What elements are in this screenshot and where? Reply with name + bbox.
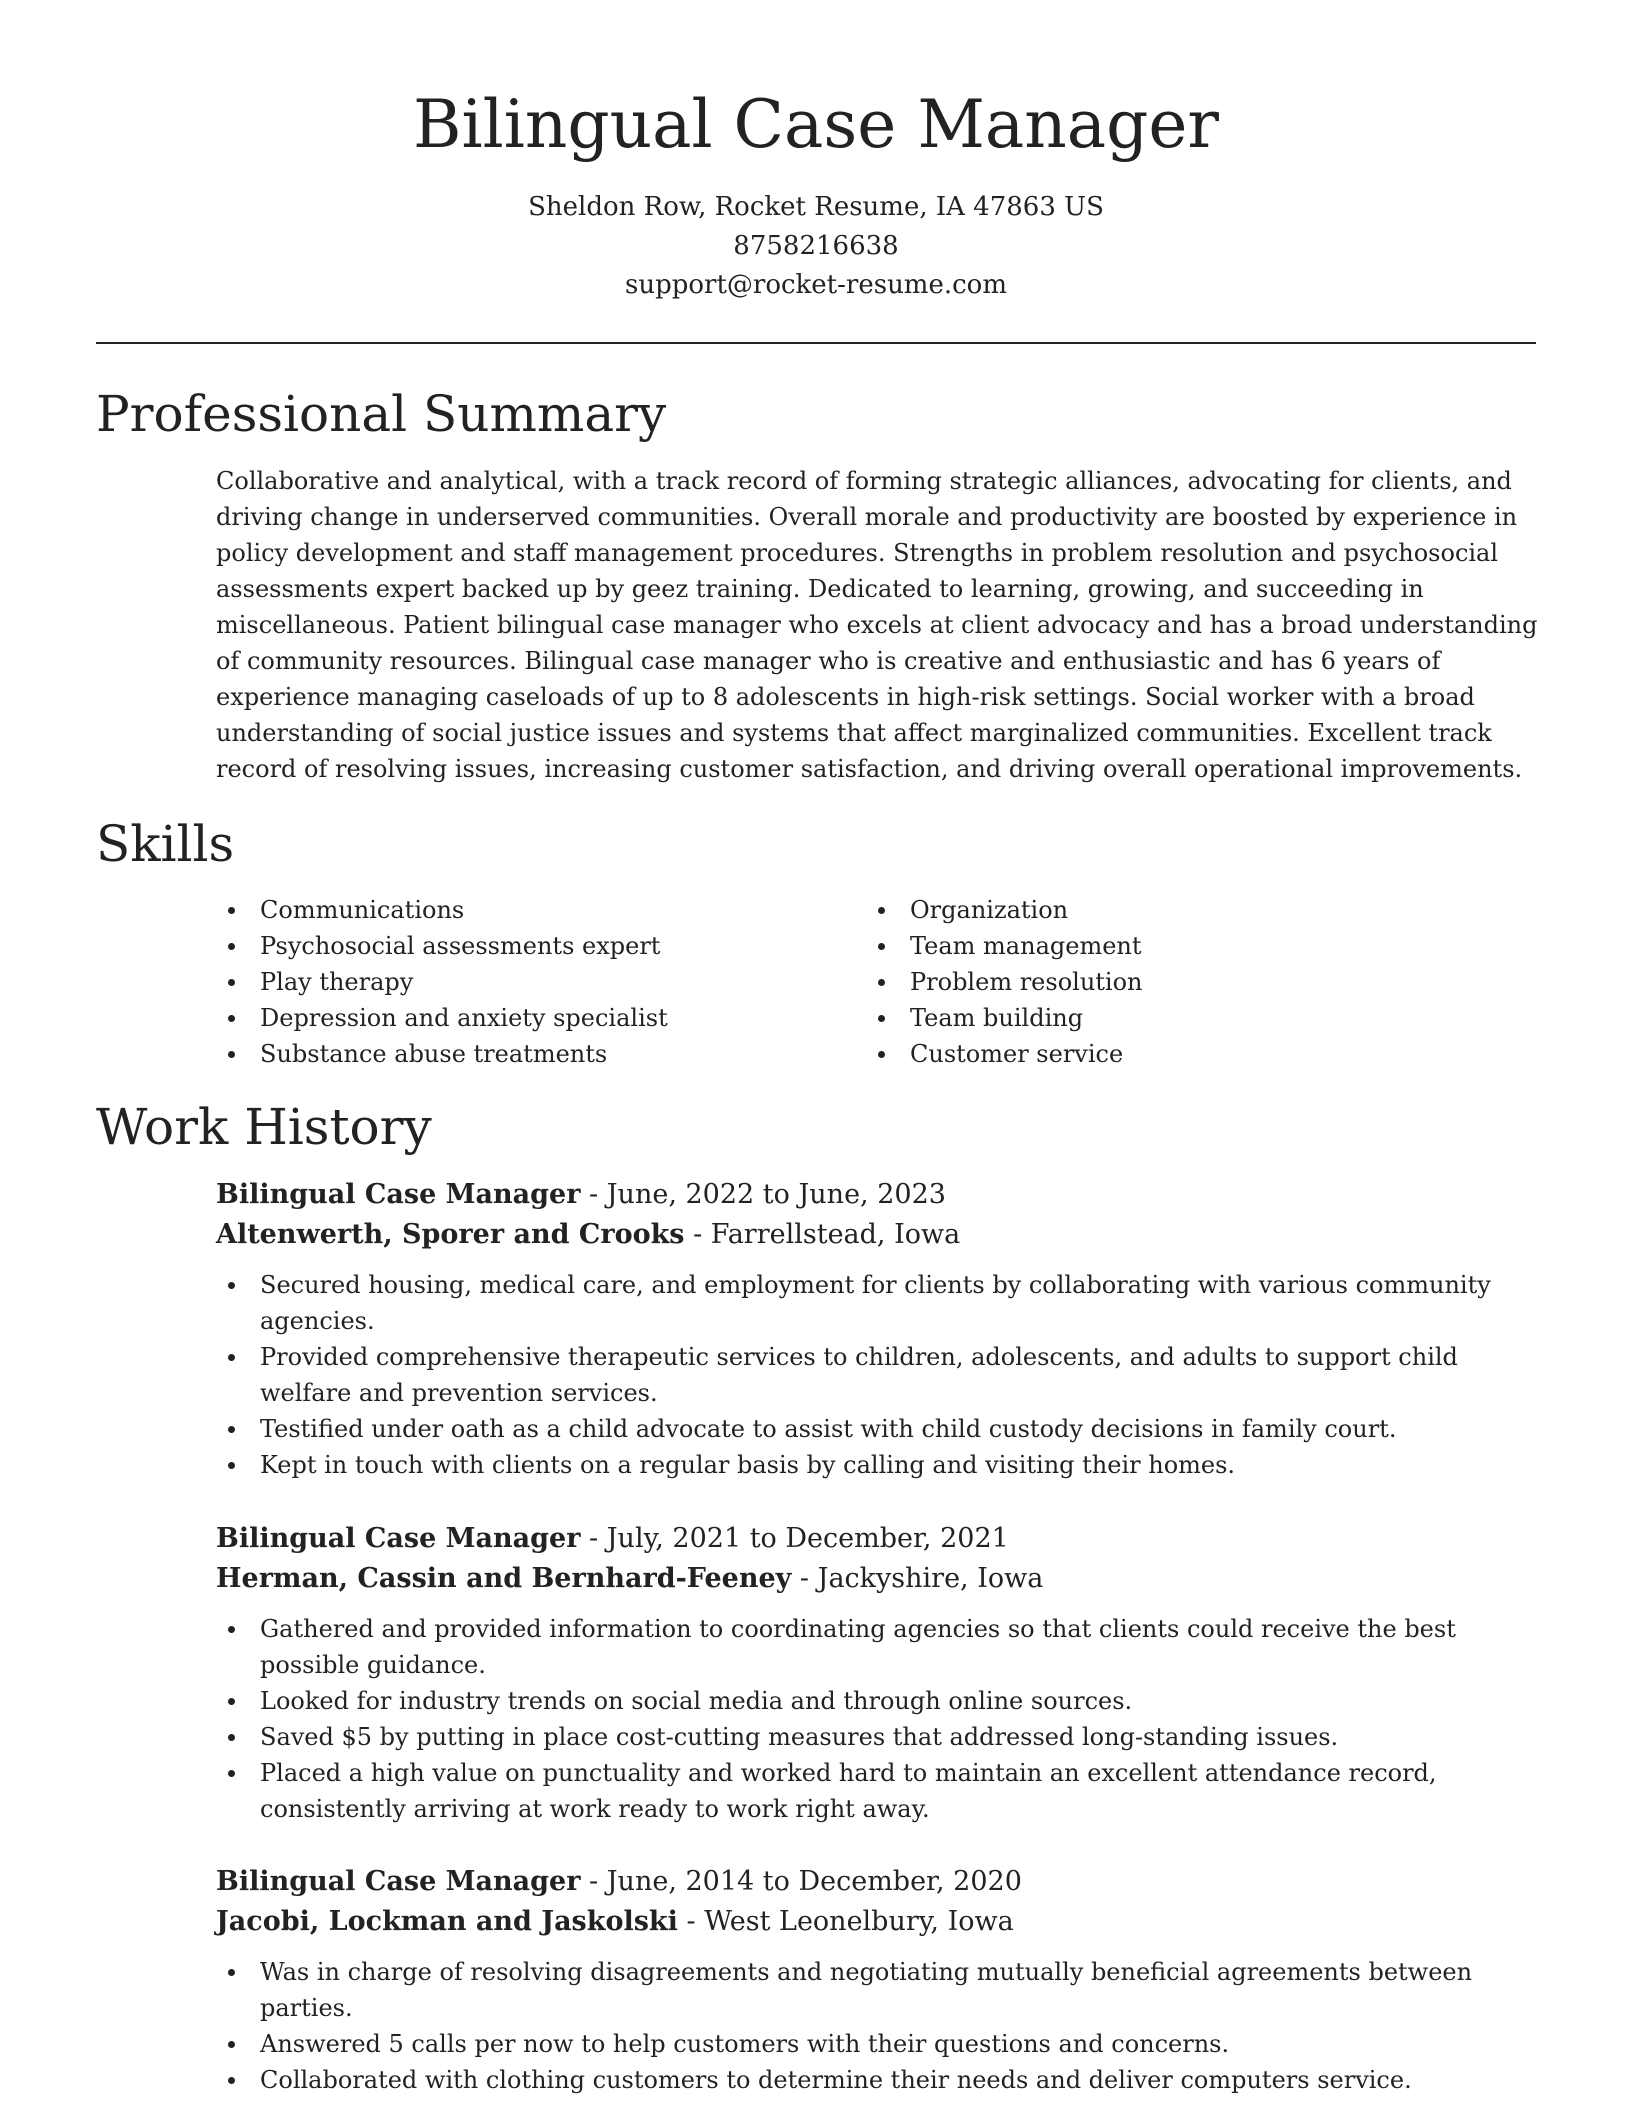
summary-heading: Professional Summary (96, 385, 667, 443)
job-entry (216, 1175, 1546, 1483)
job-bullet: Kept in touch with clients on a regular basis by calling and visiting their homes. (216, 1447, 1546, 1483)
summary-text: Collaborative and analytical, with a track record of forming strategic alliances, advocating for clients, and driving change in underserved communities. Overall morale and productivity are boosted by experience in policy development and staff management procedures. Strengths in problem resolution and psychosocial assessments expert backed up by geez training. Dedicated to learning, growing, and succeeding in miscellaneous. Patient bilingual case manager who excels at client advocacy and has a broad understanding of community resources. Bilingual case manager who is creative and enthusiastic and has 6 years of experience managing caseloads of up to 8 adolescents in high-risk settings. Social worker with a broad understanding of social justice issues and systems that affect marginalized communities. Excellent track record of resolving issues, increasing customer satisfaction, and driving overall operational improvements. (216, 467, 1538, 783)
skill-item: Team building (866, 1000, 1143, 1036)
separator: - (580, 1179, 607, 1210)
work-history-heading: Work History (96, 1098, 432, 1156)
skill-item: Customer service (866, 1036, 1143, 1072)
job-entry (216, 1862, 1546, 2098)
separator: - (791, 1563, 818, 1594)
skill-item: Organization (866, 892, 1143, 928)
job-bullets (216, 1611, 1546, 1827)
job-entry (216, 1519, 1546, 1827)
skills-list-right (866, 892, 1143, 1072)
candidate-name: Bilingual Case Manager (413, 86, 1219, 163)
job-bullet: Gathered and provided information to coordinating agencies so that clients could receive the best possible guidance. (216, 1611, 1546, 1683)
job-location: Jackyshire, Iowa (817, 1563, 1044, 1594)
job-bullet: Collaborated with clothing customers to determine their needs and deliver computers service. (216, 2062, 1546, 2098)
header-divider (96, 342, 1536, 344)
skills-list-left (216, 892, 668, 1072)
job-bullet: Provided comprehensive therapeutic services to children, adolescents, and adults to support child welfare and prevention services. (216, 1339, 1546, 1411)
job-bullets (216, 1954, 1546, 2098)
job-bullets (216, 1267, 1546, 1483)
job-company: Herman, Cassin and Bernhard-Feeney (216, 1563, 792, 1594)
job-dates: June, 2022 to June, 2023 (606, 1179, 946, 1210)
job-bullet: Was in charge of resolving disagreements and negotiating mutually beneficial agreements between parties. (216, 1954, 1546, 2026)
job-company-line (216, 1559, 1546, 1599)
job-title: Bilingual Case Manager (216, 1866, 581, 1897)
skill-item: Play therapy (216, 964, 668, 1000)
job-bullet: Testified under oath as a child advocate to assist with child custody decisions in family court. (216, 1411, 1546, 1447)
skill-item: Team management (866, 928, 1143, 964)
skill-item: Depression and anxiety specialist (216, 1000, 668, 1036)
job-title: Bilingual Case Manager (216, 1523, 581, 1554)
skill-item: Psychosocial assessments expert (216, 928, 668, 964)
job-company-line (216, 1902, 1546, 1942)
separator: - (677, 1906, 705, 1937)
job-bullet: Looked for industry trends on social media and through online sources. (216, 1683, 1546, 1719)
job-bullet: Placed a high value on punctuality and worked hard to maintain an excellent attendance record, consistently arriving at work ready to work right away. (216, 1755, 1546, 1827)
job-location: West Leonelbury, Iowa (704, 1906, 1014, 1937)
job-title-line (216, 1519, 1546, 1559)
job-location: Farrellstead, Iowa (710, 1219, 961, 1250)
skill-item: Communications (216, 892, 668, 928)
skill-item: Substance abuse treatments (216, 1036, 668, 1072)
job-title-line (216, 1862, 1546, 1902)
skills-heading: Skills (96, 815, 235, 873)
contact-info (0, 188, 1632, 305)
job-title: Bilingual Case Manager (216, 1179, 581, 1210)
job-bullet: Answered 5 calls per now to help customers with their questions and concerns. (216, 2026, 1546, 2062)
separator: - (580, 1523, 607, 1554)
job-title-line (216, 1175, 1546, 1215)
contact-address: Sheldon Row, Rocket Resume, IA 47863 US (528, 192, 1104, 222)
separator: - (580, 1866, 607, 1897)
skill-item: Problem resolution (866, 964, 1143, 1000)
contact-email: support@rocket-resume.com (624, 270, 1007, 300)
resume-header (0, 0, 1632, 305)
contact-phone: 8758216638 (733, 231, 899, 261)
job-company: Altenwerth, Sporer and Crooks (216, 1219, 685, 1250)
job-dates: July, 2021 to December, 2021 (606, 1523, 1009, 1554)
job-bullet: Secured housing, medical care, and employment for clients by collaborating with various community agencies. (216, 1267, 1546, 1339)
job-company: Jacobi, Lockman and Jaskolski (216, 1906, 678, 1937)
separator: - (684, 1219, 711, 1250)
job-dates: June, 2014 to December, 2020 (606, 1866, 1022, 1897)
job-company-line (216, 1215, 1546, 1255)
job-bullet: Saved $5 by putting in place cost-cutting measures that addressed long-standing issues. (216, 1719, 1546, 1755)
